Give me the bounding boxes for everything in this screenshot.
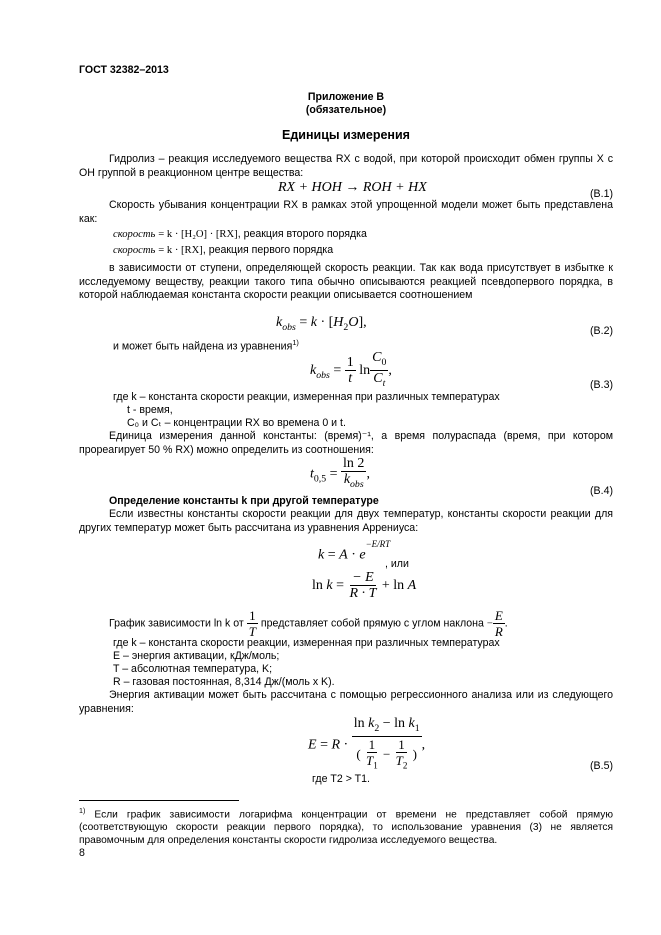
equation-b3: $k_{obs}$ = $\frac{1}{t}$ ln $\frac{C_0}{C_t}$ , xyxy=(310,350,392,389)
definition-k-2: где k – константа скорости реакции, измеренная при различных температурах xyxy=(113,637,500,649)
page-number: 8 xyxy=(79,847,85,859)
equation-b1: RX + HOH → ROH + HX xyxy=(278,180,427,195)
section-title: Единицы измерения xyxy=(282,128,410,142)
definition-k: где k – константа скорости реакции, измеренная при различных температурах xyxy=(113,391,500,403)
footnote-reference: 1) xyxy=(292,338,299,347)
paragraph-text-b: представляет собой прямую с углом наклона xyxy=(260,617,484,630)
rate-expression: = k · [RX] xyxy=(158,245,203,256)
paragraph-text: и может быть найдена из уравнения xyxy=(113,340,293,353)
rate-expression: = k · [H₂O] · [RX] xyxy=(158,229,238,240)
equation-b5: E = R · $\ln k_2 - \ln k_1$ ( $\frac{1}{T_1}$ − $\frac{1}{T_2}$ ) , xyxy=(308,716,426,771)
footnote xyxy=(79,805,613,847)
equation-b4-label: (B.4) xyxy=(590,485,613,497)
subheading-temperature: Определение константы k при другой температуре xyxy=(109,495,379,507)
equation-b2: $k_{obs} = k \cdot [H_2O]$, xyxy=(276,315,367,333)
rate-description: , реакция второго порядка xyxy=(237,228,367,240)
equation-b2-label: (B.2) xyxy=(590,325,613,337)
definition-t-abs: T – абсолютная температура, K; xyxy=(113,663,273,675)
paragraph-activation-energy: Энергия активации может быть рассчитана с помощью регрессионного анализа или из следующего уравнения: xyxy=(79,689,613,715)
rate-second-order xyxy=(113,228,367,242)
equation-b3-label: (B.3) xyxy=(590,379,613,391)
appendix-status: (обязательное) xyxy=(305,104,387,116)
paragraph-pseudo-first-order: в зависимости от ступени, определяющей скорость реакции. Так как вода присутствует в избытке к исследуемому веществу, реакции такого типа обычно описываются реакцией псевдопервого порядка, в которой наблюдаемая константа скорости реакции описывается соотношением xyxy=(79,262,613,301)
paragraph-found-from xyxy=(113,336,299,354)
footnote-text: Если график зависимости логарифма концентрации от времени не представляет собой прямую (соответствующую скорости реакции первого порядка), то использование уравнения (3) не является правомочным для определения константы скорости гидролиза исследуемого вещества. xyxy=(79,809,613,847)
rate-description: , реакция первого порядка xyxy=(202,244,334,256)
footnote-rule xyxy=(79,800,239,801)
equation-b5-label: (B.5) xyxy=(590,760,613,772)
equation-arrhenius: $k = A \cdot e^{-E/RT}$ xyxy=(318,539,391,563)
definition-c: C₀ и Cₜ – концентрации RX во времена 0 и t. xyxy=(127,417,346,429)
paragraph-units: Единица измерения данной константы: (время)⁻¹, а время полураспада (время, при котором прореагирует 50 % RX) можно определить из соотношения: xyxy=(79,430,613,456)
paragraph-arrhenius: Если известны константы скорости реакции для двух температур, константы скорости реакции для других температур может быть рассчитана из уравнения Аррениуса: xyxy=(79,508,613,534)
appendix-title: Приложение В xyxy=(307,91,385,103)
document-code: ГОСТ 32382–2013 xyxy=(79,64,169,76)
equation-b4: $t_{0,5}$ = $\frac{\ln 2}{k_{obs}}$ , xyxy=(310,456,370,490)
paragraph-text-a: График зависимости ln k от xyxy=(109,617,244,630)
where-t2-greater: где T2 > T1. xyxy=(312,773,370,785)
rate-first-order xyxy=(113,244,333,258)
definition-t: t - время, xyxy=(127,404,173,416)
footnote-marker: 1) xyxy=(79,807,86,815)
equation-arrhenius-log: ln k = $\frac{- E}{R \cdot T}$ + ln A xyxy=(312,570,417,601)
rate-label: скорость xyxy=(113,229,156,240)
definition-r: R – газовая постоянная, 8,314 Дж/(моль x K). xyxy=(113,676,335,688)
equation-b1-label: (B.1) xyxy=(590,188,613,200)
paragraph-hydrolysis: Гидролиз – реакция исследуемого вещества RX с водой, при которой происходит обмен группы X с OH группой в реакционном центре вещества: xyxy=(79,153,613,179)
paragraph-plot: График зависимости ln k от $\frac{1}{T}$ представляет собой прямую с углом наклона − $\frac{E}{R}$ . xyxy=(109,608,508,639)
paragraph-rate: Скорость убывания концентрации RX в рамках этой упрощенной модели может быть представлена как: xyxy=(79,199,613,225)
rate-label: скорость xyxy=(113,245,156,256)
arrhenius-or: , или xyxy=(385,558,409,570)
definition-e: E – энергия активации, кДж/моль; xyxy=(113,650,280,662)
